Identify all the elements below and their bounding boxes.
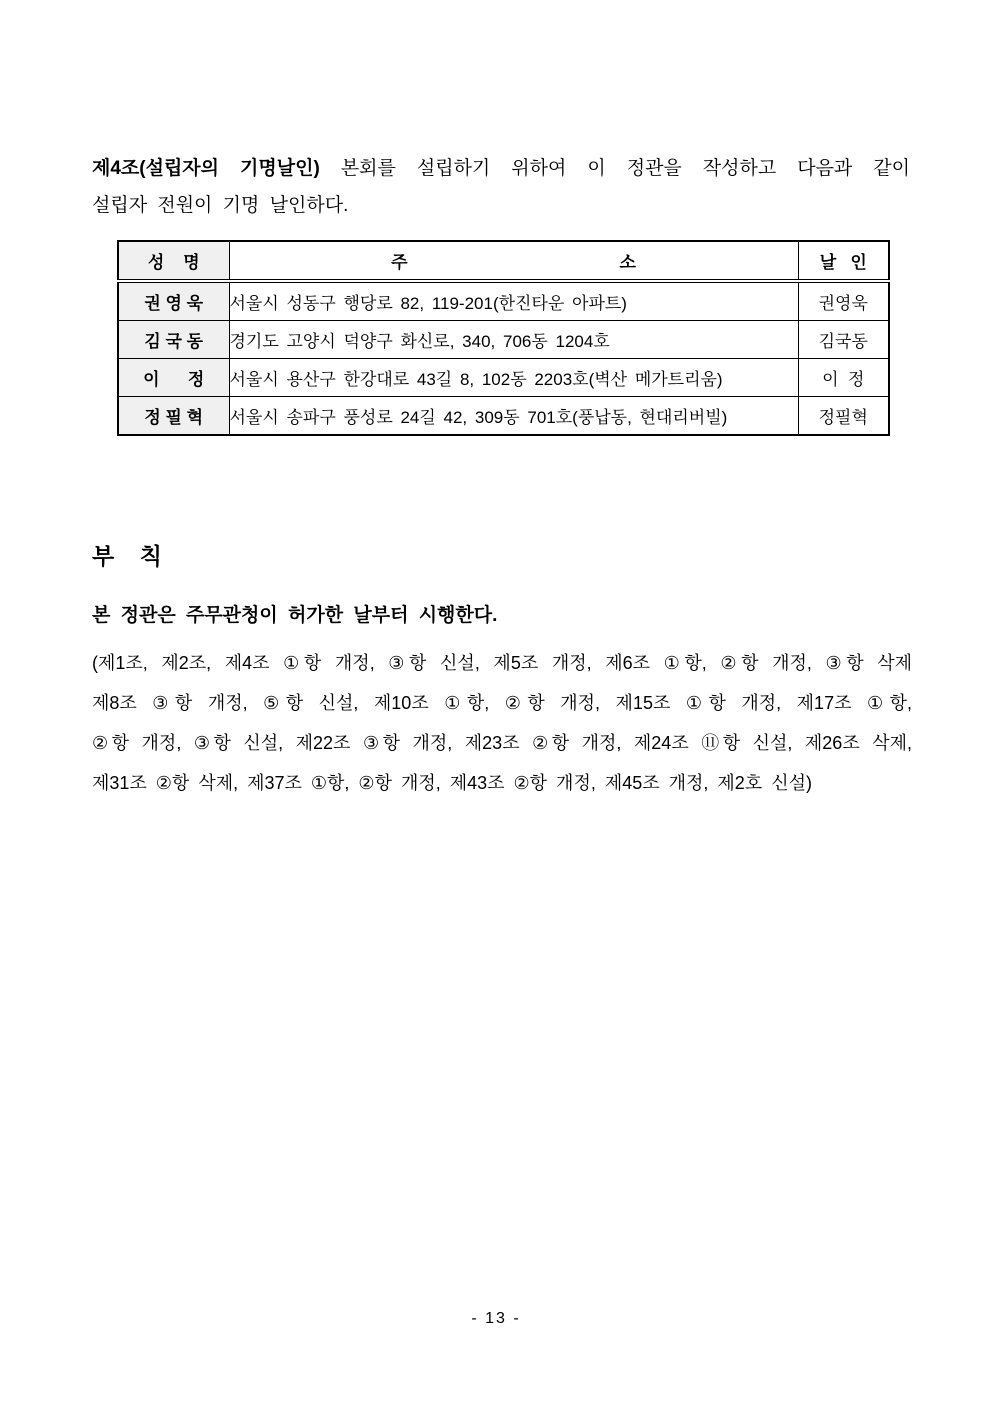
founders-table <box>117 240 890 436</box>
amendment-line: (제1조, 제2조, 제4조 ①항 개정, ③항 신설, 제5조 개정, 제6조 ①항, ②항 개정, ③항 삭제 <box>92 653 912 673</box>
amendment-line: 제31조 ②항 삭제, 제37조 ①항, ②항 개정, 제43조 ②항 개정, 제45조 개정, 제2호 신설) <box>92 773 812 793</box>
table-row <box>118 359 889 397</box>
table-row <box>118 321 889 359</box>
founder-seal: 권영욱 <box>798 281 889 321</box>
column-header-seal: 날 인 <box>798 241 889 281</box>
address-header-left-char: 주 <box>391 253 408 272</box>
founder-address: 서울시 성동구 행당로 82, 119-201(한진타운 아파트) <box>229 281 798 321</box>
amendment-line: ②항 개정, ③항 신설, 제22조 ③항 개정, 제23조 ②항 개정, 제24조 ⑪항 신설, 제26조 삭제, <box>92 733 912 753</box>
article4-paragraph <box>92 150 910 224</box>
founder-name: 김 국 동 <box>118 321 229 359</box>
article4-line1-body: 본회를 설립하기 위하여 이 정관을 작성하고 다음과 같이 <box>340 158 910 179</box>
table-row <box>118 281 889 321</box>
amendment-line: 제8조 ③항 개정, ⑤항 신설, 제10조 ①항, ②항 개정, 제15조 ①항 개정, 제17조 ①항, <box>92 693 912 713</box>
column-header-name: 성 명 <box>118 241 229 281</box>
founder-address: 경기도 고양시 덕양구 화신로, 340, 706동 1204호 <box>229 321 798 359</box>
founder-name: 권 영 욱 <box>118 281 229 321</box>
founder-seal: 이 정 <box>798 359 889 397</box>
enactment-sentence: 본 정관은 주무관청이 허가한 날부터 시행한다. <box>92 605 498 626</box>
founder-name: 정 필 혁 <box>118 397 229 436</box>
address-header-inner <box>230 248 798 273</box>
page-number: - 13 - <box>471 1310 521 1327</box>
column-header-address <box>229 241 798 281</box>
addendum-heading: 부 칙 <box>92 543 162 569</box>
article4-title: 제4조(설립자의 기명날인) <box>92 158 320 179</box>
founder-address: 서울시 송파구 풍성로 24길 42, 309동 701호(풍납동, 현대리버빌) <box>229 397 798 436</box>
amendment-history <box>92 643 912 803</box>
address-header-right-char: 소 <box>619 253 636 272</box>
founder-seal: 김국동 <box>798 321 889 359</box>
founder-seal: 정필혁 <box>798 397 889 436</box>
article4-line1 <box>92 150 910 187</box>
article4-line2: 설립자 전원이 기명 날인하다. <box>92 195 349 216</box>
founder-address: 서울시 용산구 한강대로 43길 8, 102동 2203호(벽산 메가트리움) <box>229 359 798 397</box>
table-row <box>118 397 889 436</box>
table-header-row <box>118 241 889 281</box>
founder-name: 이 정 <box>118 359 229 397</box>
